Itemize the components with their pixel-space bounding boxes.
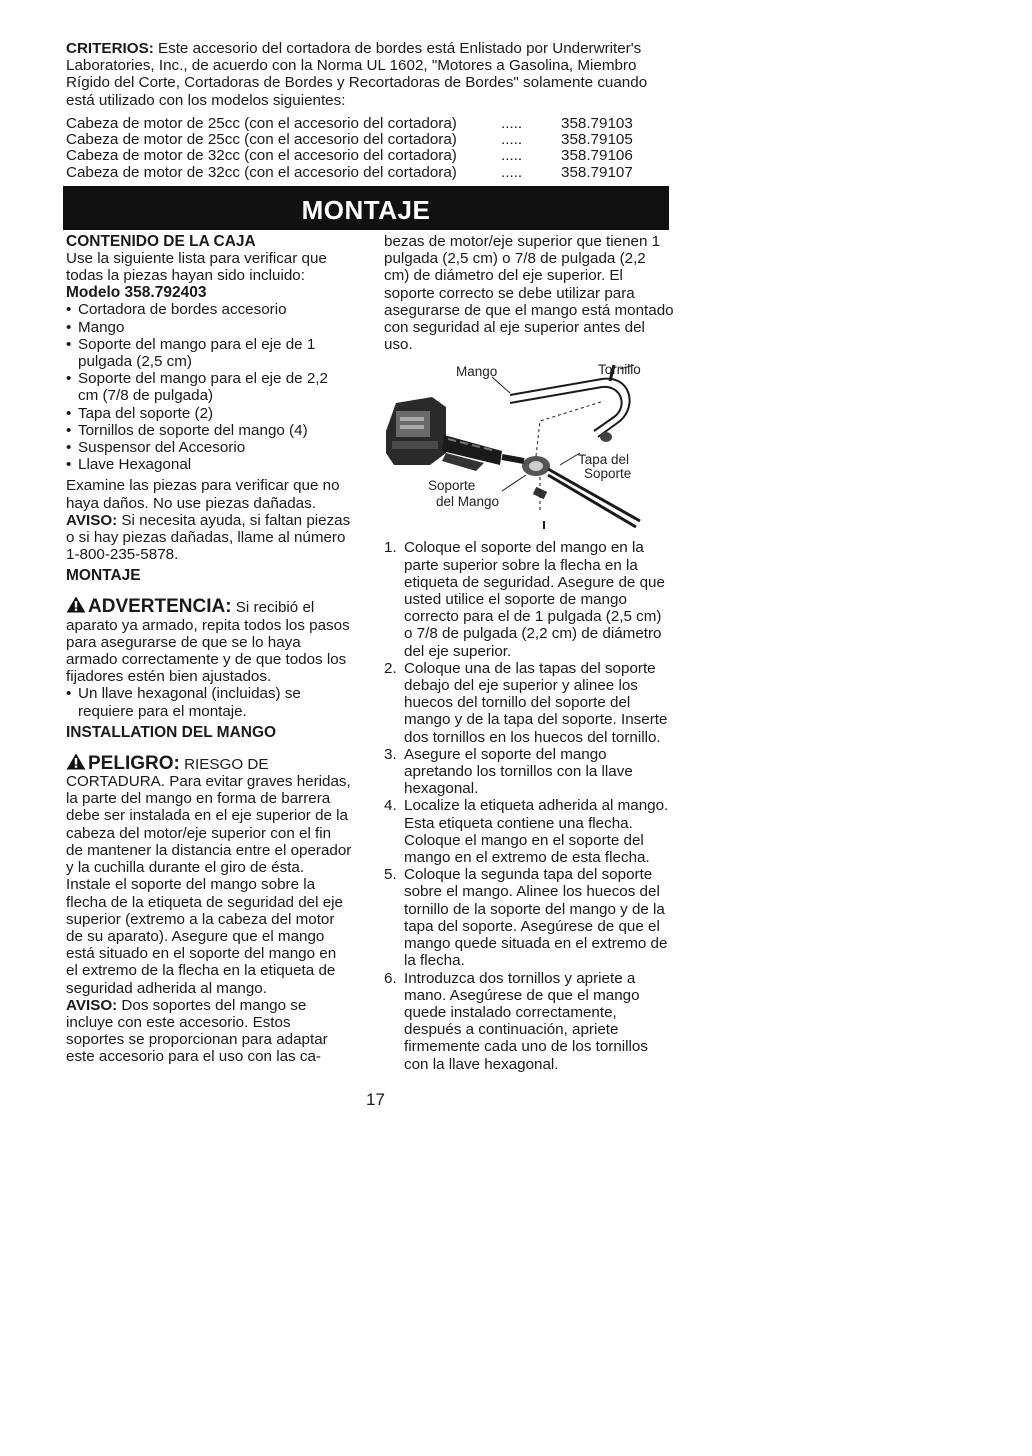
step-text: Coloque una de las tapas del soporte debajo del eje superior y alinee los huecos del tornillo del soporte del mango y de la tapa del soporte. Inserte dos tornillos en los huecos del tornillo. — [404, 659, 668, 746]
model-row — [66, 116, 656, 132]
advertencia-paragraph — [66, 596, 352, 685]
list-item: • Cortadora de bordes accesorio — [66, 301, 352, 318]
model-row — [66, 165, 656, 181]
model-number: 358.79106 — [561, 147, 633, 165]
criterios-text: Este accesorio del cortadora de bordes está Enlistado por Underwriter's Laboratories, Inc., de acuerdo con la Norma UL 1602, "Motores a Gasolina, Miembro Rígido del Corte, Cortadoras de Bordes y Recortadoras de Bordes" solamente cuando está utilizado con los modelos siguientes: — [66, 40, 648, 109]
aviso-paragraph — [66, 512, 352, 564]
peligro-paragraph — [66, 753, 352, 997]
criterios-paragraph — [66, 40, 666, 109]
model-label: Modelo 358.792403 — [66, 284, 207, 302]
model-dots: ..... — [501, 115, 523, 132]
list-item: • Llave Hexagonal — [66, 456, 352, 473]
list-item: • Soporte del mango para el eje de 2,2 cm (7/8 de pulgada) — [66, 370, 352, 404]
montaje-heading: MONTAJE — [66, 567, 141, 585]
step-text: Asegure el soporte del mango apretando los tornillos con la llave hexagonal. — [404, 745, 633, 798]
step-text: Coloque el soporte del mango en la parte superior sobre la flecha en la etiqueta de seguridad. Asegure de que usted utilice el soporte de mango correcto para el de 1 pulgada (2,5 cm) o 7/8 de pulgada (2,2 cm) de diámetro del eje superior. — [404, 539, 665, 660]
label-tapa-line1: Tapa del — [578, 452, 630, 468]
label-soporte-line1: Soporte — [428, 478, 476, 494]
install-heading: INSTALLATION DEL MANGO — [66, 723, 277, 741]
advertencia-label: ADVERTENCIA: — [88, 596, 232, 618]
warning-triangle-icon — [66, 596, 86, 613]
aviso-text: Dos soportes del mango se incluye con este accesorio. Estos soportes se proporcionan para adaptar este accesorio para el uso con las ca- — [66, 996, 328, 1066]
step-item — [384, 746, 674, 798]
model-desc: Cabeza de motor de 32cc (con el accesorio del cortadora) — [66, 163, 457, 181]
list-item: • Un llave hexagonal (incluidas) se requiere para el montaje. — [66, 685, 352, 719]
list-item: • Soporte del mango para el eje de 1 pulgada (2,5 cm) — [66, 336, 352, 370]
step-text: Localize la etiqueta adherida al mango. Esta etiqueta contiene una flecha. Coloque el mango en el soporte del mango en el extremo de esta flecha. — [404, 797, 669, 867]
list-item: • Mango — [66, 319, 352, 336]
aviso-text: Si necesita ayuda, si faltan piezas o si hay piezas dañadas, llame al número 1-800-235-5878. — [66, 511, 351, 564]
model-row — [66, 148, 656, 164]
model-dots: ..... — [501, 147, 523, 165]
continuation-paragraph: bezas de motor/eje superior que tienen 1 pulgada (2,5 cm) o 7/8 de pulgada (2,2 cm) de diámetro del eje superior. El soporte correcto se debe utilizar para asegurarse de que el mango está montado con seguridad al eje superior antes del uso. — [384, 233, 674, 354]
contents-intro: Use la siguiente lista para verificar que todas la piezas hayan sido incluido: — [66, 250, 327, 285]
step-text: Introduzca dos tornillos y apriete a mano. Asegúrese de que el mango quede instalado correctamente, después a continuación, apriete firmemente cada uno de los tornillos con la llave hexagonal. — [404, 969, 648, 1073]
right-column — [384, 233, 674, 1073]
peligro-text: RIESGO DE CORTADURA. Para evitar graves heridas, la parte del mango en forma de barrera debe ser instalada en el eje superior de la cabeza del motor/eje superior con el fin de mantener la distancia entre el operador y la cuchilla durante el giro de ésta. Instale el soporte del mango sobre la flecha de la etiqueta de seguridad del eje superior (extremo a la cabeza del motor de su aparato). Asegure que el mango está situado en el soporte del mango en el extremo de la flecha en la etiqueta de seguridad adherida al mango. — [66, 755, 352, 997]
advertencia-text: Si recibió el aparato ya armado, repita todos los pasos para asegurarse de que se lo haya armado correctamente y de que todos los fijadores estén bien ajustados. — [66, 599, 350, 686]
model-dots: ..... — [501, 163, 523, 181]
aviso-label: AVISO: — [66, 996, 118, 1014]
model-desc: Cabeza de motor de 25cc (con el accesorio del cortadora) — [66, 115, 457, 132]
label-mango: Mango — [456, 364, 498, 380]
label-tapa-line2: Soporte — [584, 466, 632, 482]
left-column — [66, 233, 352, 1066]
peligro-label: PELIGRO: — [88, 752, 180, 774]
model-desc: Cabeza de motor de 25cc (con el accesorio del cortadora) — [66, 131, 457, 149]
tool-list — [66, 685, 352, 719]
step-item — [384, 797, 674, 866]
model-desc: Cabeza de motor de 32cc (con el accesorio del cortadora) — [66, 147, 457, 165]
step-text: Coloque la segunda tapa del soporte sobre el mango. Alinee los huecos del tornillo de la soporte del mango y de la tapa del soporte. Asegúrese de que el mango quede situada en el extremo de la flecha. — [404, 866, 668, 970]
model-number: 358.79105 — [561, 131, 633, 149]
model-list — [66, 116, 656, 181]
step-item — [384, 539, 674, 659]
model-dots: ..... — [501, 131, 523, 149]
step-number: 4. — [384, 797, 397, 815]
model-row — [66, 132, 656, 148]
step-item — [384, 660, 674, 746]
section-banner: MONTAJE — [63, 186, 669, 230]
page-number: 17 — [366, 1090, 385, 1109]
list-item: • Suspensor del Accesorio — [66, 439, 352, 456]
model-number: 358.79103 — [561, 115, 633, 132]
examine-paragraph: Examine las piezas para verificar que no haya daños. No use piezas dañadas. — [66, 477, 340, 512]
aviso-label: AVISO: — [66, 511, 118, 529]
step-number: 1. — [384, 539, 397, 557]
step-number: 6. — [384, 969, 397, 987]
steps-list — [384, 539, 674, 1072]
model-number: 358.79107 — [561, 163, 633, 181]
step-number: 2. — [384, 659, 397, 677]
label-tornillo: Tornillo — [598, 362, 641, 378]
list-item: • Tapa del soporte (2) — [66, 405, 352, 422]
handle-assembly-figure — [384, 361, 674, 531]
contents-heading: CONTENIDO DE LA CAJA — [66, 233, 256, 250]
danger-triangle-icon — [66, 753, 86, 770]
step-item — [384, 866, 674, 969]
contents-list — [66, 301, 352, 473]
list-item: • Tornillos de soporte del mango (4) — [66, 422, 352, 439]
step-number: 3. — [384, 745, 397, 763]
label-soporte-line2: del Mango — [436, 494, 500, 510]
step-number: 5. — [384, 866, 397, 884]
aviso-paragraph — [66, 997, 352, 1066]
criterios-label: CRITERIOS: — [66, 40, 154, 57]
handle-assembly-illustration — [384, 361, 674, 531]
step-item — [384, 970, 674, 1073]
